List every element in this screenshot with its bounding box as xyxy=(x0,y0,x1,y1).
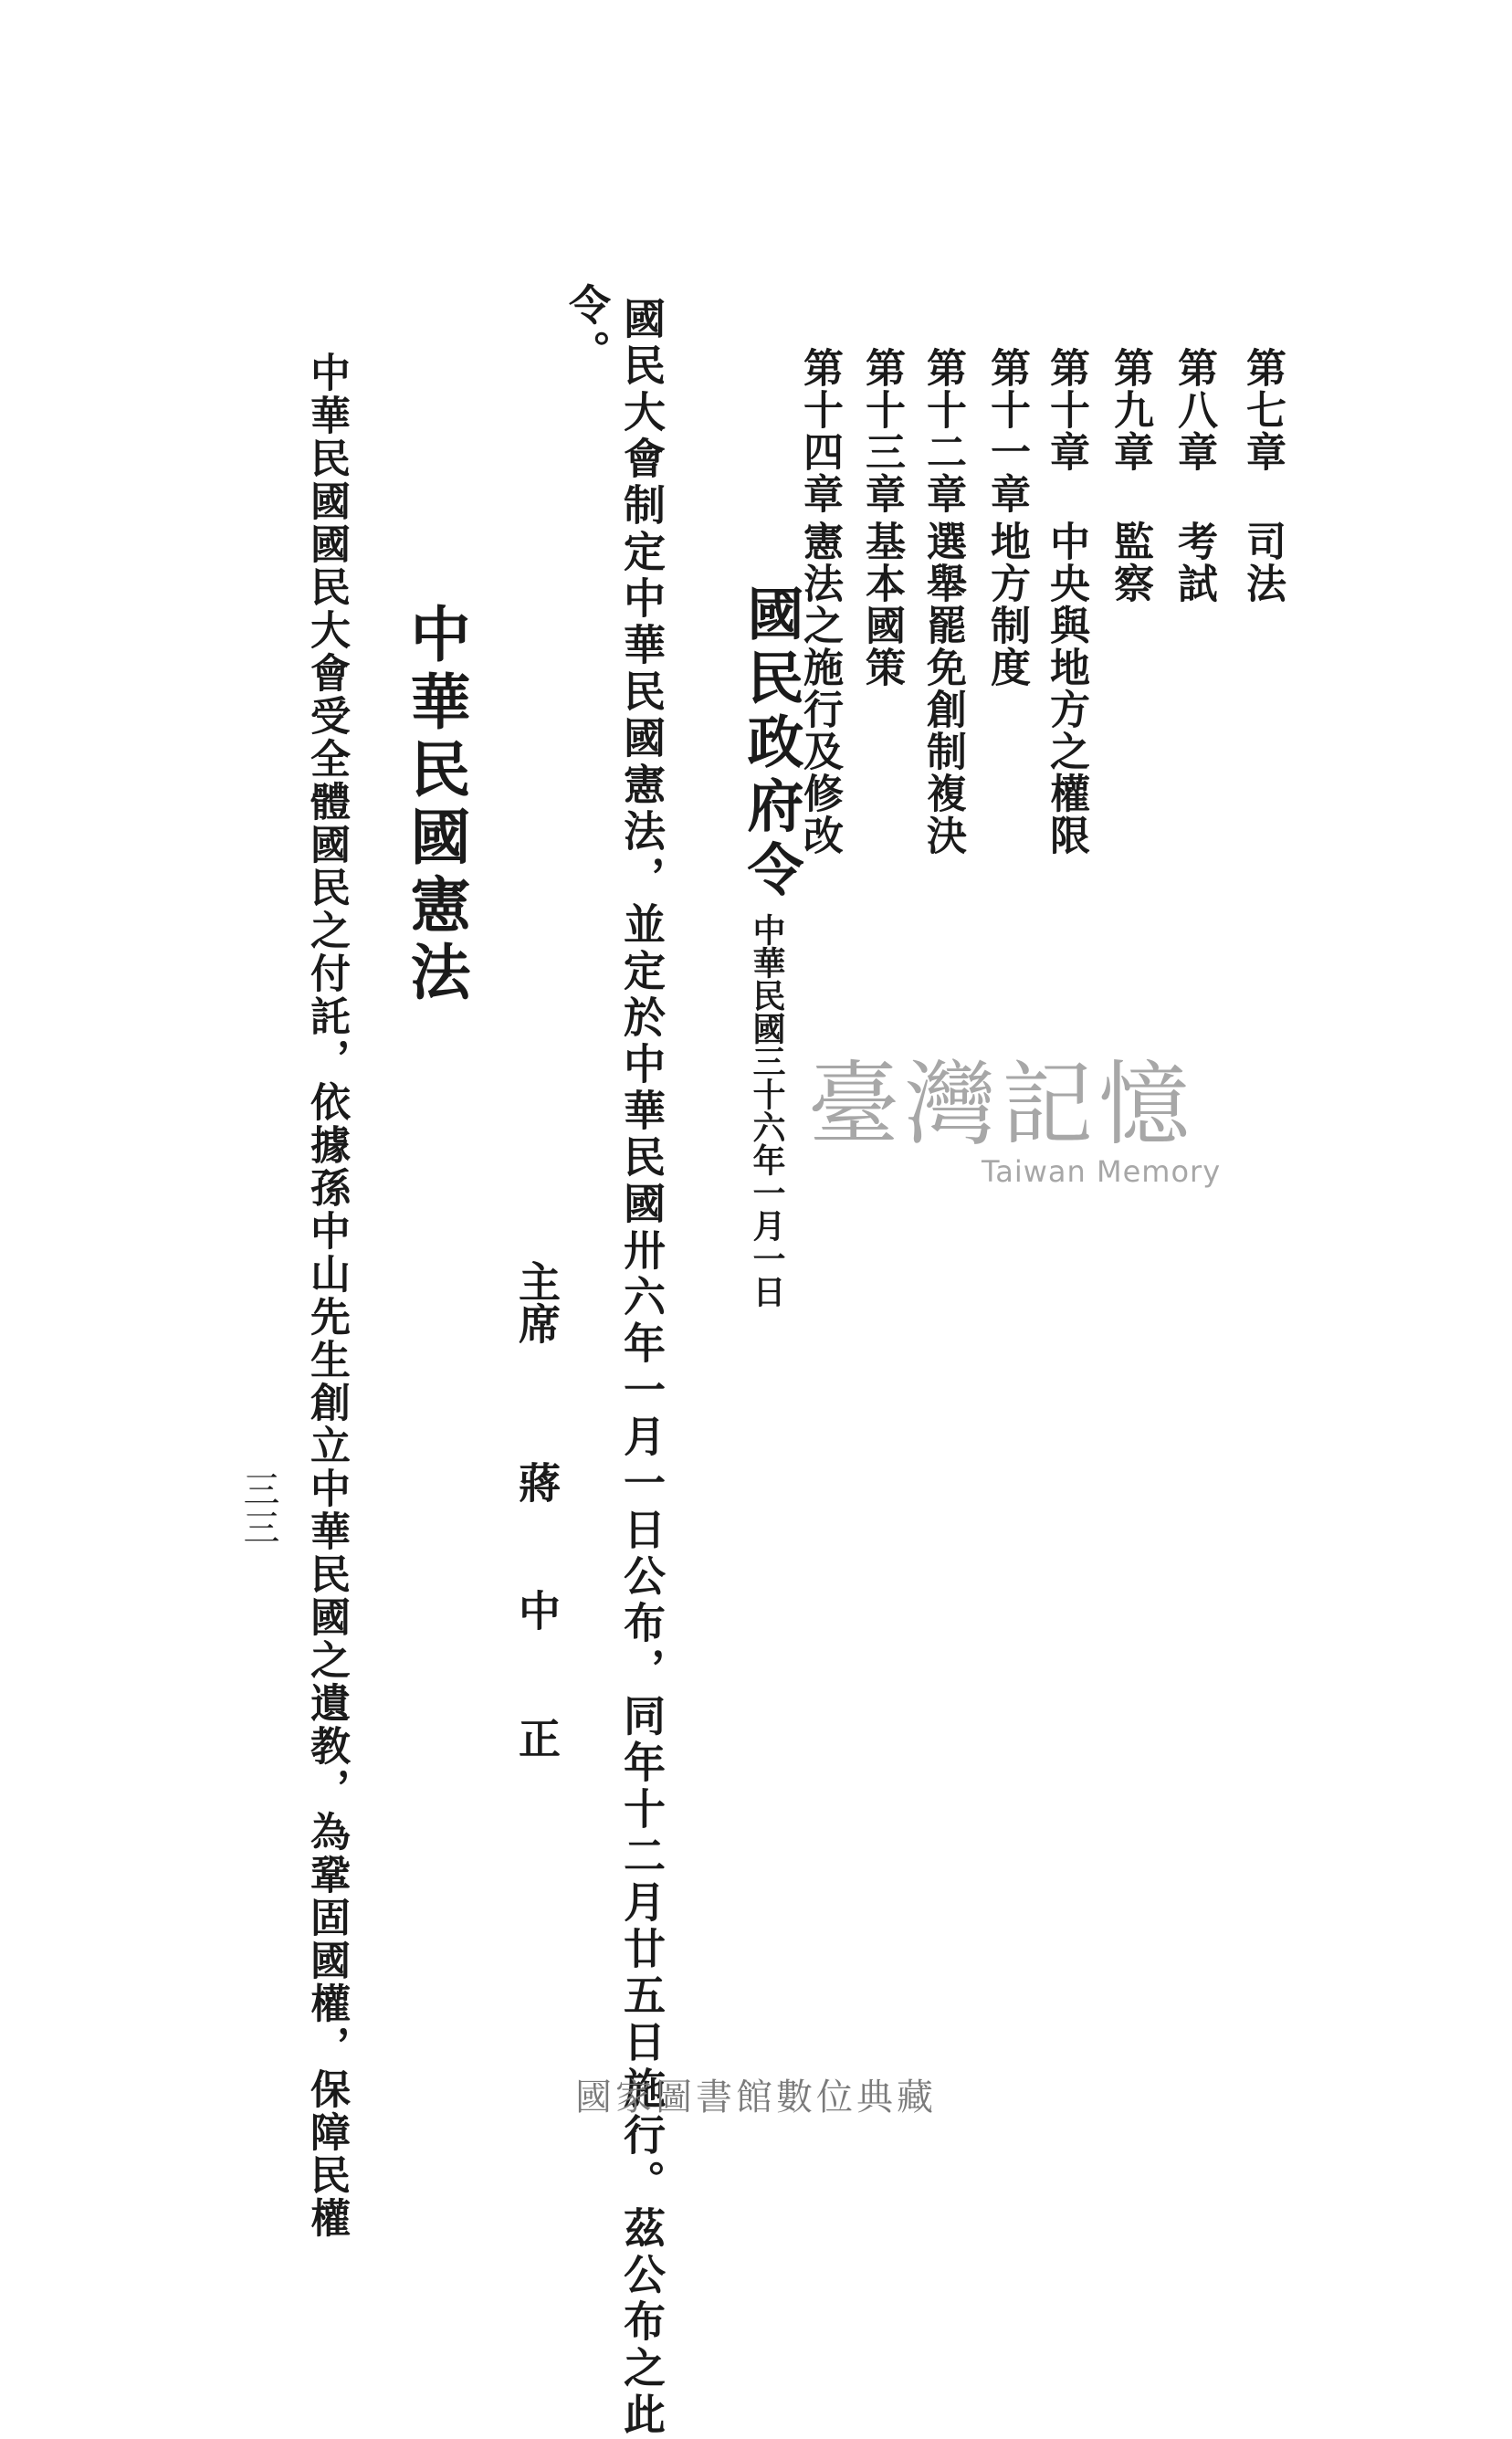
toc-chapter-title: 中央與地方之權限 xyxy=(1043,520,1089,857)
order-title: 國民政府令 xyxy=(738,584,804,904)
toc-chapter-title: 考試 xyxy=(1171,520,1217,604)
signature-office: 主席 xyxy=(512,1260,562,1344)
constitution-preamble: 中華民國國民大會受全體國民之付託，依據孫中山先生創立中華民國之遺教，為鞏固國權，保障民權 xyxy=(303,352,350,2240)
toc-chapter-number: 第十一章 xyxy=(983,347,1030,515)
footer-credit: 國家圖書館數位典藏 xyxy=(575,2076,937,2118)
toc-chapter-title: 憲法之施行及修改 xyxy=(796,520,843,857)
toc-chapter-title: 地方制度 xyxy=(983,520,1030,689)
toc-chapter-number: 第十四章 xyxy=(796,347,843,515)
toc-chapter-number: 第十三章 xyxy=(858,347,905,515)
signature-given-1: 中 xyxy=(512,1589,562,1631)
toc-entry-13 xyxy=(858,347,905,689)
toc-entry-11 xyxy=(983,347,1030,689)
toc-entry-12 xyxy=(919,347,966,857)
signature xyxy=(507,1260,567,1759)
watermark-chinese-text: 臺灣記憶 xyxy=(808,1051,1195,1158)
toc-chapter-number: 第十章 xyxy=(1043,347,1089,473)
toc-chapter-title: 選舉罷免創制複決 xyxy=(919,520,966,857)
signature-given-2: 正 xyxy=(512,1717,562,1759)
toc-chapter-title: 司法 xyxy=(1239,520,1286,604)
toc-chapter-title: 監察 xyxy=(1107,520,1153,604)
signature-surname: 蔣 xyxy=(512,1461,562,1503)
toc-entry-7 xyxy=(1239,347,1286,604)
order-body-line-1: 國民大會制定中華民國憲法，並定於中華民國卅六年一月一日公布，同年十二月廿五日施行。茲公布之此 xyxy=(617,297,667,2439)
toc-chapter-number: 第七章 xyxy=(1239,347,1286,473)
toc-entry-9 xyxy=(1107,347,1153,604)
taiwan-memory-watermark xyxy=(808,1051,1222,1224)
order-date: 中華民國三十六年一月一日 xyxy=(748,913,786,1308)
toc-chapter-title: 基本國策 xyxy=(858,520,905,689)
watermark-english-text: Taiwan Memory xyxy=(982,1154,1222,1189)
order-body-line-2: 令。 xyxy=(562,283,612,376)
toc-chapter-number: 第十二章 xyxy=(919,347,966,515)
constitution-title: 中華民國憲法 xyxy=(400,603,471,1008)
toc-chapter-number: 第八章 xyxy=(1171,347,1217,473)
toc-entry-8 xyxy=(1171,347,1217,604)
page-number: 三三 xyxy=(237,1470,279,1547)
toc-entry-10 xyxy=(1043,347,1089,857)
toc-chapter-number: 第九章 xyxy=(1107,347,1153,473)
